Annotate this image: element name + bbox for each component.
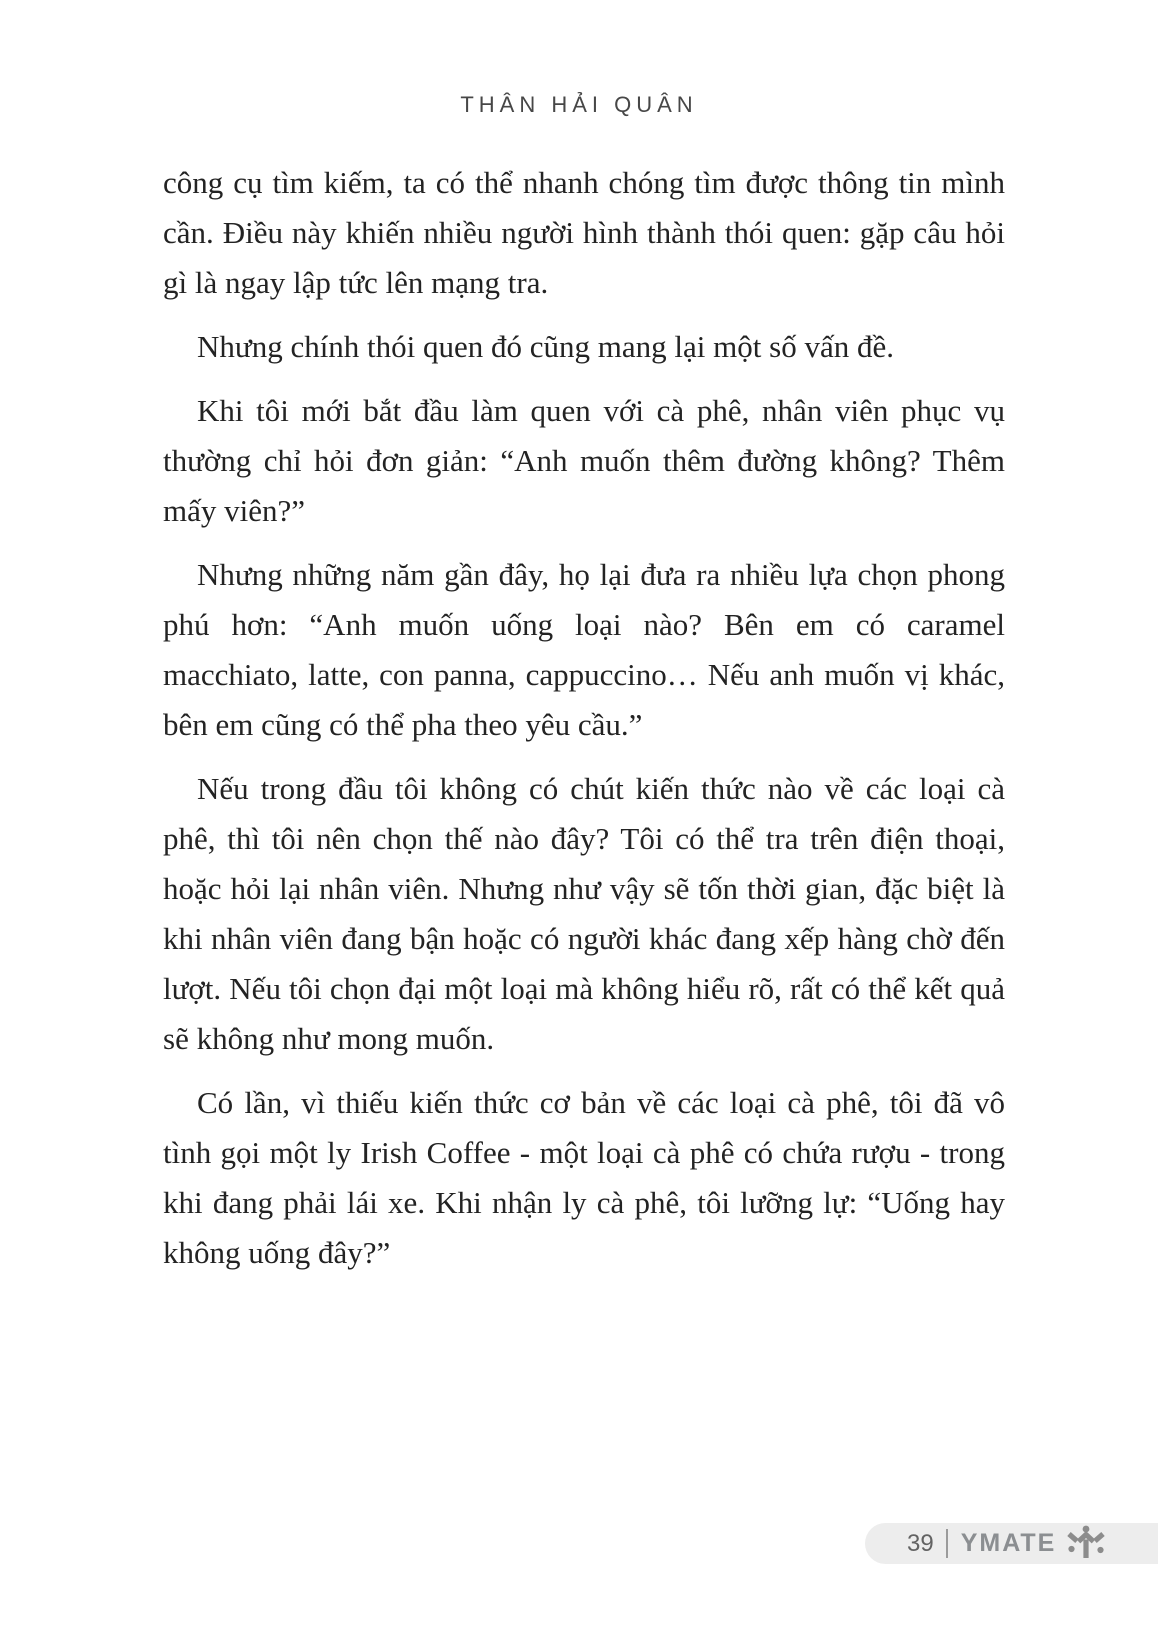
publisher-name: YMATE <box>960 1529 1057 1557</box>
paragraph-5: Nếu trong đầu tôi không có chút kiến thức nào về các loại cà phê, thì tôi nên chọn thế nào đây? Tôi có thể tra trên điện thoại, hoặc hỏi lại nhân viên. Nhưng như vậy sẽ tốn thời gian, đặc biệt là khi nhân viên đang bận hoặc có người khác đang xếp hàng chờ đến lượt. Nếu tôi chọn đại một loại mà không hiểu rõ, rất có thể kết quả sẽ không như mong muốn. <box>163 771 1005 1056</box>
page-number: 39 <box>907 1529 934 1557</box>
paragraph-1: công cụ tìm kiếm, ta có thể nhanh chóng tìm được thông tin mình cần. Điều này khiến nhiều người hình thành thói quen: gặp câu hỏi gì là ngay lập tức lên mạng tra. <box>163 165 1005 300</box>
paragraph-3: Khi tôi mới bắt đầu làm quen với cà phê, nhân viên phục vụ thường chỉ hỏi đơn giản: “Anh muốn thêm đường không? Thêm mấy viên?” <box>163 393 1005 528</box>
page-body <box>163 158 1005 1292</box>
footer-badge <box>865 1523 1158 1564</box>
footer-divider <box>946 1529 948 1558</box>
paragraph-6: Có lần, vì thiếu kiến thức cơ bản về các loại cà phê, tôi đã vô tình gọi một ly Irish Coffee - một loại cà phê có chứa rượu - trong khi đang phải lái xe. Khi nhận ly cà phê, tôi lưỡng lự: “Uống hay không uống đây?” <box>163 1085 1005 1270</box>
paragraph-4: Nhưng những năm gần đây, họ lại đưa ra nhiều lựa chọn phong phú hơn: “Anh muốn uống loại nào? Bên em có caramel macchiato, latte, con panna, cappuccino… Nếu anh muốn vị khác, bên em cũng có thể pha theo yêu cầu.” <box>163 557 1005 742</box>
running-header-author: THÂN HẢI QUÂN <box>460 92 698 117</box>
ymate-logo-icon <box>1066 1525 1106 1563</box>
paragraph-2: Nhưng chính thói quen đó cũng mang lại một số vấn đề. <box>197 329 894 364</box>
